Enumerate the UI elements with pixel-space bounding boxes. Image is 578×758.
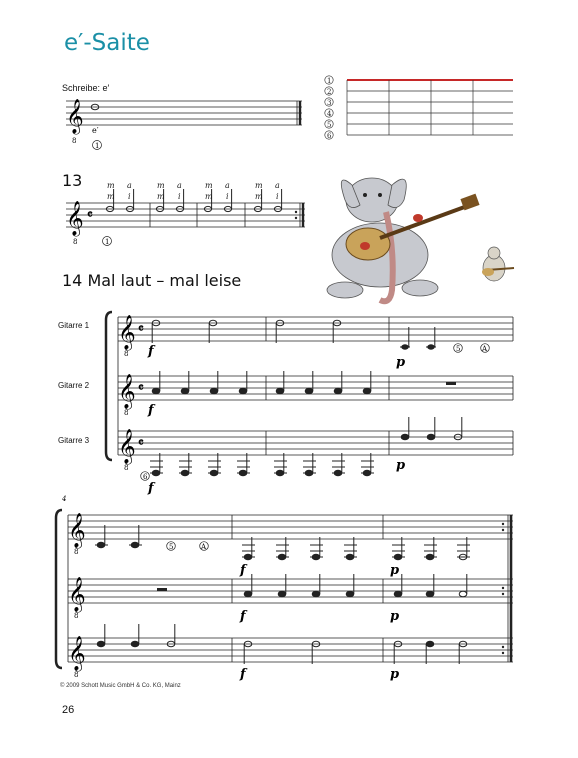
svg-text:i: i (128, 192, 131, 201)
svg-text:8: 8 (74, 671, 79, 679)
dynamic-forte: f (148, 344, 154, 359)
svg-text:5: 5 (169, 543, 174, 551)
svg-text:f: f (240, 563, 246, 578)
exercise-13-staff (66, 203, 305, 227)
svg-text:p: p (390, 563, 400, 578)
common-time-icon: 𝄴 (87, 208, 93, 223)
svg-text:m: m (107, 192, 115, 201)
svg-text:8: 8 (124, 409, 129, 417)
dynamic-forte: f (148, 481, 154, 496)
svg-text:3: 3 (327, 99, 332, 107)
part-label-guitar-1: Gitarre 1 (58, 321, 90, 330)
ex14-system-1 (118, 317, 513, 455)
write-exercise-staff (66, 101, 302, 125)
exercise-13-fingering (107, 181, 280, 201)
exercise-14-title: 14 Mal laut – mal leise (62, 271, 242, 290)
svg-text:𝄞: 𝄞 (68, 513, 86, 548)
svg-text:1: 1 (327, 77, 332, 85)
whole-rest-icon (157, 588, 167, 591)
svg-text:a: a (225, 181, 230, 190)
svg-text:m: m (205, 192, 213, 201)
svg-text:6: 6 (143, 473, 148, 481)
treble-clef-icon: 𝄞 (66, 99, 84, 134)
dynamic-piano: p (396, 458, 406, 473)
page-number: 26 (62, 704, 75, 716)
svg-text:a: a (127, 181, 132, 190)
exercise-13-number: 13 (62, 171, 83, 190)
page-title: e′-Saite (64, 30, 150, 56)
system-bracket (106, 312, 112, 460)
copyright-notice: © 2009 Schott Music GmbH & Co. KG, Mainz (60, 683, 181, 689)
svg-text:5: 5 (456, 345, 461, 353)
svg-text:𝄞: 𝄞 (118, 315, 136, 350)
svg-text:𝄴: 𝄴 (138, 322, 144, 337)
svg-text:𝄞: 𝄞 (118, 429, 136, 464)
svg-text:m: m (157, 181, 165, 190)
ex14-s2-g1-notes (95, 525, 437, 560)
tab-grid (347, 80, 513, 135)
svg-text:𝄞: 𝄞 (68, 577, 86, 612)
part-label-guitar-2: Gitarre 2 (58, 381, 90, 390)
svg-text:𝄞: 𝄞 (68, 636, 86, 671)
system-bracket (56, 510, 62, 668)
svg-text:i: i (178, 192, 181, 201)
svg-text:m: m (255, 192, 263, 201)
part-label-guitar-3: Gitarre 3 (58, 436, 90, 445)
dynamic-forte: f (148, 403, 154, 418)
octave-8-icon: 8 (72, 137, 77, 145)
svg-text:8: 8 (124, 350, 129, 358)
svg-text:m: m (205, 181, 213, 190)
ex14-system-2 (68, 515, 513, 662)
svg-text:2: 2 (327, 88, 332, 96)
svg-text:m: m (255, 181, 263, 190)
octave-8-icon: 8 (73, 238, 78, 246)
ex14-g3-notes (150, 417, 435, 476)
svg-text:A: A (482, 345, 488, 353)
note-name-label: e′ (92, 126, 99, 135)
svg-text:8: 8 (124, 464, 129, 472)
svg-text:𝄴: 𝄴 (138, 381, 144, 396)
elephant-guitar-illustration (327, 178, 514, 301)
string-number: 1 (95, 142, 100, 150)
write-exercise-label: Schreibe: e′ (62, 83, 110, 93)
ex14-g1-notes (152, 320, 341, 343)
svg-text:m: m (107, 181, 115, 190)
svg-text:8: 8 (74, 548, 79, 556)
treble-clef-icon: 𝄞 (66, 201, 84, 236)
treble-clefs (118, 315, 136, 465)
svg-text:5: 5 (327, 121, 332, 129)
svg-text:8: 8 (74, 612, 79, 620)
svg-text:p: p (390, 609, 400, 624)
svg-text:a: a (275, 181, 280, 190)
ex14-s2-g3-notes (97, 624, 139, 647)
svg-text:4: 4 (327, 110, 332, 118)
tab-string-numbers (325, 76, 333, 140)
dynamic-piano: p (396, 355, 406, 370)
ex14-g1-quarter-notes (400, 327, 436, 350)
svg-text:i: i (276, 192, 279, 201)
whole-rest-icon (446, 382, 456, 385)
svg-text:a: a (177, 181, 182, 190)
svg-text:A: A (201, 543, 207, 551)
svg-text:i: i (226, 192, 229, 201)
svg-text:𝄴: 𝄴 (138, 436, 144, 451)
svg-text:1: 1 (105, 238, 110, 246)
svg-text:m: m (157, 192, 165, 201)
measure-number: 4 (62, 495, 67, 503)
svg-text:6: 6 (327, 132, 332, 140)
svg-text:𝄞: 𝄞 (118, 374, 136, 409)
svg-text:f: f (240, 609, 246, 624)
svg-text:p: p (390, 667, 400, 682)
svg-text:f: f (240, 667, 246, 682)
